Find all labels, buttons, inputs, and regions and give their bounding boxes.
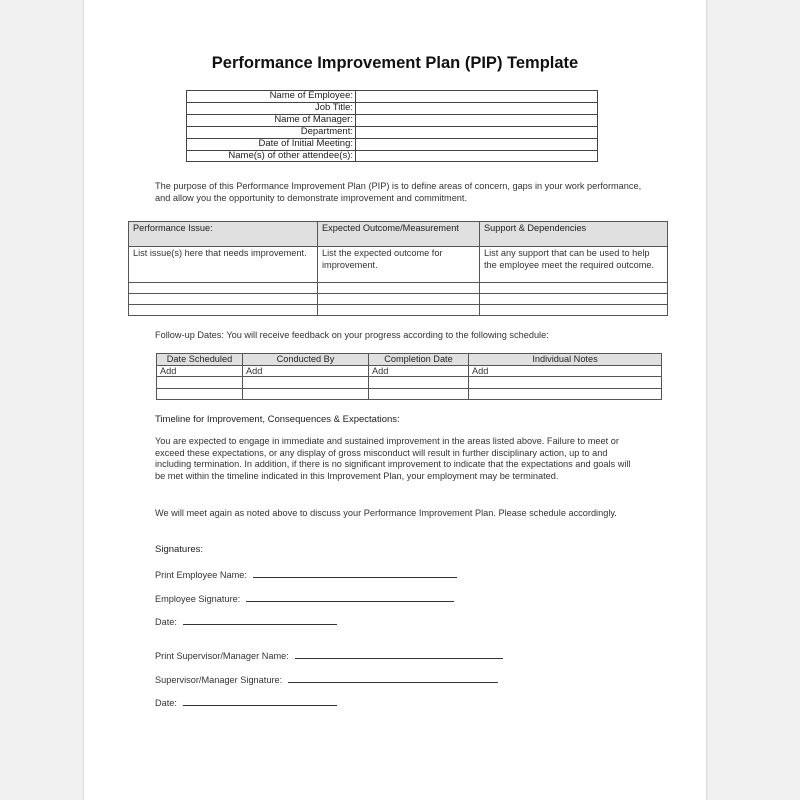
empty-cell[interactable] [318,294,480,305]
empty-cell[interactable] [157,377,243,389]
info-row [187,114,598,126]
info-value-field[interactable] [356,126,598,138]
empty-cell[interactable] [369,388,469,400]
employee-info-table [186,90,598,162]
individual-notes-cell[interactable]: Add [469,365,662,377]
empty-cell[interactable] [318,305,480,316]
empty-cell[interactable] [369,377,469,389]
header-expected-outcome: Expected Outcome/Measurement [318,222,480,247]
timeline-heading: Timeline for Improvement, Consequences & Expectations: [155,414,400,425]
print-supervisor-name-line[interactable] [295,648,503,659]
empty-cell[interactable] [318,283,480,294]
info-row [187,91,598,103]
header-completion-date: Completion Date [369,354,469,366]
signatures-heading: Signatures: [155,544,204,555]
empty-cell[interactable] [480,305,668,316]
info-value-field[interactable] [356,102,598,114]
document-page [84,0,706,800]
print-supervisor-name-label: Print Supervisor/Manager Name: [155,651,289,661]
empty-cell[interactable] [480,283,668,294]
print-employee-name-label: Print Employee Name: [155,570,247,580]
conducted-by-cell[interactable]: Add [243,365,369,377]
performance-issue-table [128,221,668,316]
empty-cell[interactable] [243,377,369,389]
table-header-row [129,222,668,247]
info-row [187,102,598,114]
employee-signature-label: Employee Signature: [155,594,241,604]
empty-cell[interactable] [480,294,668,305]
table-row [129,305,668,316]
supervisor-date-line[interactable] [183,695,337,706]
signature-field-row [155,695,337,708]
empty-cell[interactable] [469,388,662,400]
performance-issue-cell[interactable]: List issue(s) here that needs improvement. [129,247,318,283]
table-header-row [157,354,662,366]
followup-table [156,353,662,400]
document-title: Performance Improvement Plan (PIP) Template [211,54,579,72]
signature-field-row [155,591,454,604]
info-value-field[interactable] [356,150,598,162]
signature-field-row [155,567,457,580]
table-row [129,247,668,283]
expected-outcome-cell[interactable]: List the expected outcome for improvement. [318,247,480,283]
header-individual-notes: Individual Notes [469,354,662,366]
supervisor-signature-label: Supervisor/Manager Signature: [155,675,283,685]
info-value-field[interactable] [356,114,598,126]
supervisor-date-label: Date: [155,698,177,708]
info-label: Job Title: [187,102,356,114]
info-label: Name of Manager: [187,114,356,126]
table-row [157,365,662,377]
signature-field-row [155,648,503,661]
info-row [187,138,598,150]
empty-cell[interactable] [469,377,662,389]
info-value-field[interactable] [356,91,598,103]
info-row [187,150,598,162]
supervisor-signature-line[interactable] [288,672,498,683]
header-performance-issue: Performance Issue: [129,222,318,247]
timeline-paragraph: You are expected to engage in immediate and sustained improvement in the areas listed above. Failure to meet or exceed these expectations, or any display of gross misconduct will result in further disciplinary action, up to and including termination. In addition, if there is no significant improvement to indicate that the expectations and goals will be met within the timeline indicated in this Improvement Plan, your employment may be terminated. [155,436,631,481]
followup-intro: Follow-up Dates: You will receive feedback on your progress according to the following schedule: [155,330,549,340]
empty-cell[interactable] [129,283,318,294]
employee-date-label: Date: [155,617,177,627]
info-label: Date of Initial Meeting: [187,138,356,150]
empty-cell[interactable] [129,305,318,316]
info-label: Name of Employee: [187,91,356,103]
employee-date-line[interactable] [183,614,337,625]
empty-cell[interactable] [129,294,318,305]
info-label: Department: [187,126,356,138]
info-value-field[interactable] [356,138,598,150]
info-row [187,126,598,138]
employee-signature-line[interactable] [246,591,454,602]
print-employee-name-line[interactable] [253,567,457,578]
table-row [157,377,662,389]
header-support-dependencies: Support & Dependencies [480,222,668,247]
header-date-scheduled: Date Scheduled [157,354,243,366]
info-label: Name(s) of other attendee(s): [187,150,356,162]
signature-field-row [155,672,498,685]
signature-field-row [155,614,337,627]
purpose-paragraph: The purpose of this Performance Improvement Plan (PIP) is to define areas of concern, gaps in your work performance, and allow you the opportunity to demonstrate improvement and commitment. [155,181,642,203]
date-scheduled-cell[interactable]: Add [157,365,243,377]
support-cell[interactable]: List any support that can be used to help the employee meet the required outcome. [480,247,668,283]
empty-cell[interactable] [243,388,369,400]
completion-date-cell[interactable]: Add [369,365,469,377]
table-row [157,388,662,400]
table-row [129,294,668,305]
header-conducted-by: Conducted By [243,354,369,366]
empty-cell[interactable] [157,388,243,400]
meeting-paragraph: We will meet again as noted above to discuss your Performance Improvement Plan. Please schedule accordingly. [155,508,617,518]
table-row [129,283,668,294]
